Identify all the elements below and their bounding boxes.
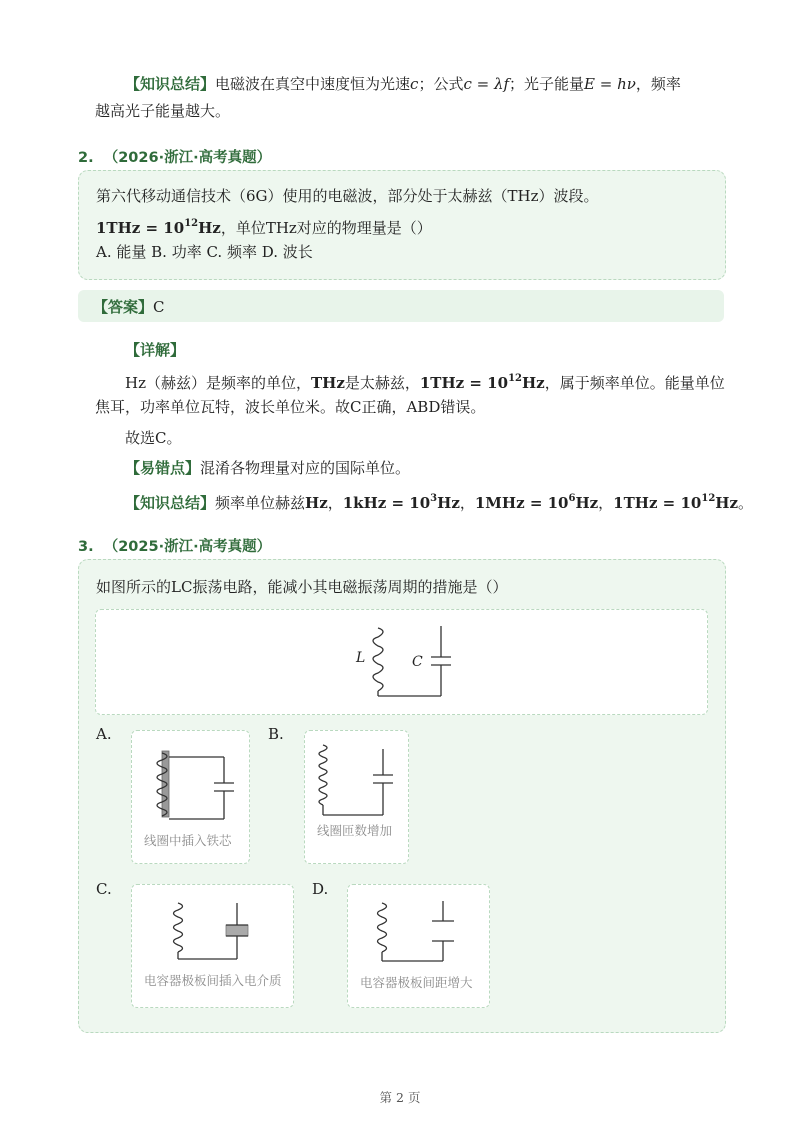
- caption-d: 电容器极板间距增大: [360, 975, 473, 990]
- answer-value: C: [153, 298, 165, 316]
- pitfall-line: 【易错点】混淆各物理量对应的国际单位。: [125, 459, 411, 477]
- option-c-figure: [131, 884, 294, 1008]
- label-l: L: [356, 650, 366, 666]
- explain-line-2: 焦耳，功率单位瓦特，波长单位米。故C正确，ABD错误。: [95, 398, 486, 416]
- formula-e: E = hν: [584, 75, 636, 93]
- explain-tag: 【详解】: [125, 341, 186, 359]
- option-b-label: B.: [268, 725, 284, 743]
- summary-line: 【知识总结】频率单位赫兹Hz，$1kHz = 10^3Hz$，$1MHz = 10^6Hz$，$1THz = 10^{12}Hz$。: [125, 493, 753, 512]
- summary-tag: 【知识总结】: [125, 75, 216, 93]
- question-3-header: 3. （2025·浙江·高考真题）: [78, 539, 272, 555]
- caption-a: 线圈中插入铁芯: [144, 833, 232, 848]
- option-c-label: C.: [96, 880, 112, 898]
- option-a-figure: [131, 730, 250, 864]
- option-d-figure: [347, 884, 490, 1008]
- option-d-label: D.: [312, 880, 329, 898]
- answer-bar: [78, 290, 724, 322]
- label-c: C: [412, 654, 423, 670]
- summary-prev-line1: 【知识总结】电磁波在真空中速度恒为光速c；公式c = λf；光子能量E = hν，频率: [125, 75, 681, 93]
- lc-circuit-figure: [95, 609, 708, 715]
- option-a-label: A.: [96, 725, 112, 743]
- option-b-diagram: [305, 731, 408, 863]
- formula-c: c = λf: [463, 75, 510, 93]
- choose-line: 故选C。: [125, 429, 182, 447]
- answer-line: 【答案】C: [93, 298, 165, 316]
- question-2-header: 2. （2026·浙江·高考真题）: [78, 150, 272, 166]
- question-2-stem-1: 第六代移动通信技术（6G）使用的电磁波，部分处于太赫兹（THz）波段。: [96, 187, 599, 205]
- question-2-stem-2: $1THz = 10^{12}Hz$，单位THz对应的物理量是（）: [96, 218, 432, 237]
- lc-circuit-diagram: [96, 610, 707, 714]
- page-footer: 第 2 页: [379, 1090, 421, 1105]
- question-3-stem: 如图所示的LC振荡电路，能减小其电磁振荡周期的措施是（）: [96, 578, 508, 596]
- caption-b: 线圈匝数增加: [317, 823, 393, 838]
- option-b-figure: [304, 730, 409, 864]
- summary-prev-line2: 越高光子能量越大。: [95, 102, 231, 120]
- caption-c: 电容器极板间插入电介质: [144, 973, 282, 988]
- explain-line-1: Hz（赫兹）是频率的单位，THz是太赫兹，$1THz = 10^{12}Hz$，属于频率单位。能量单位: [125, 373, 725, 392]
- question-2-options: A. 能量 B. 功率 C. 频率 D. 波长: [96, 243, 313, 261]
